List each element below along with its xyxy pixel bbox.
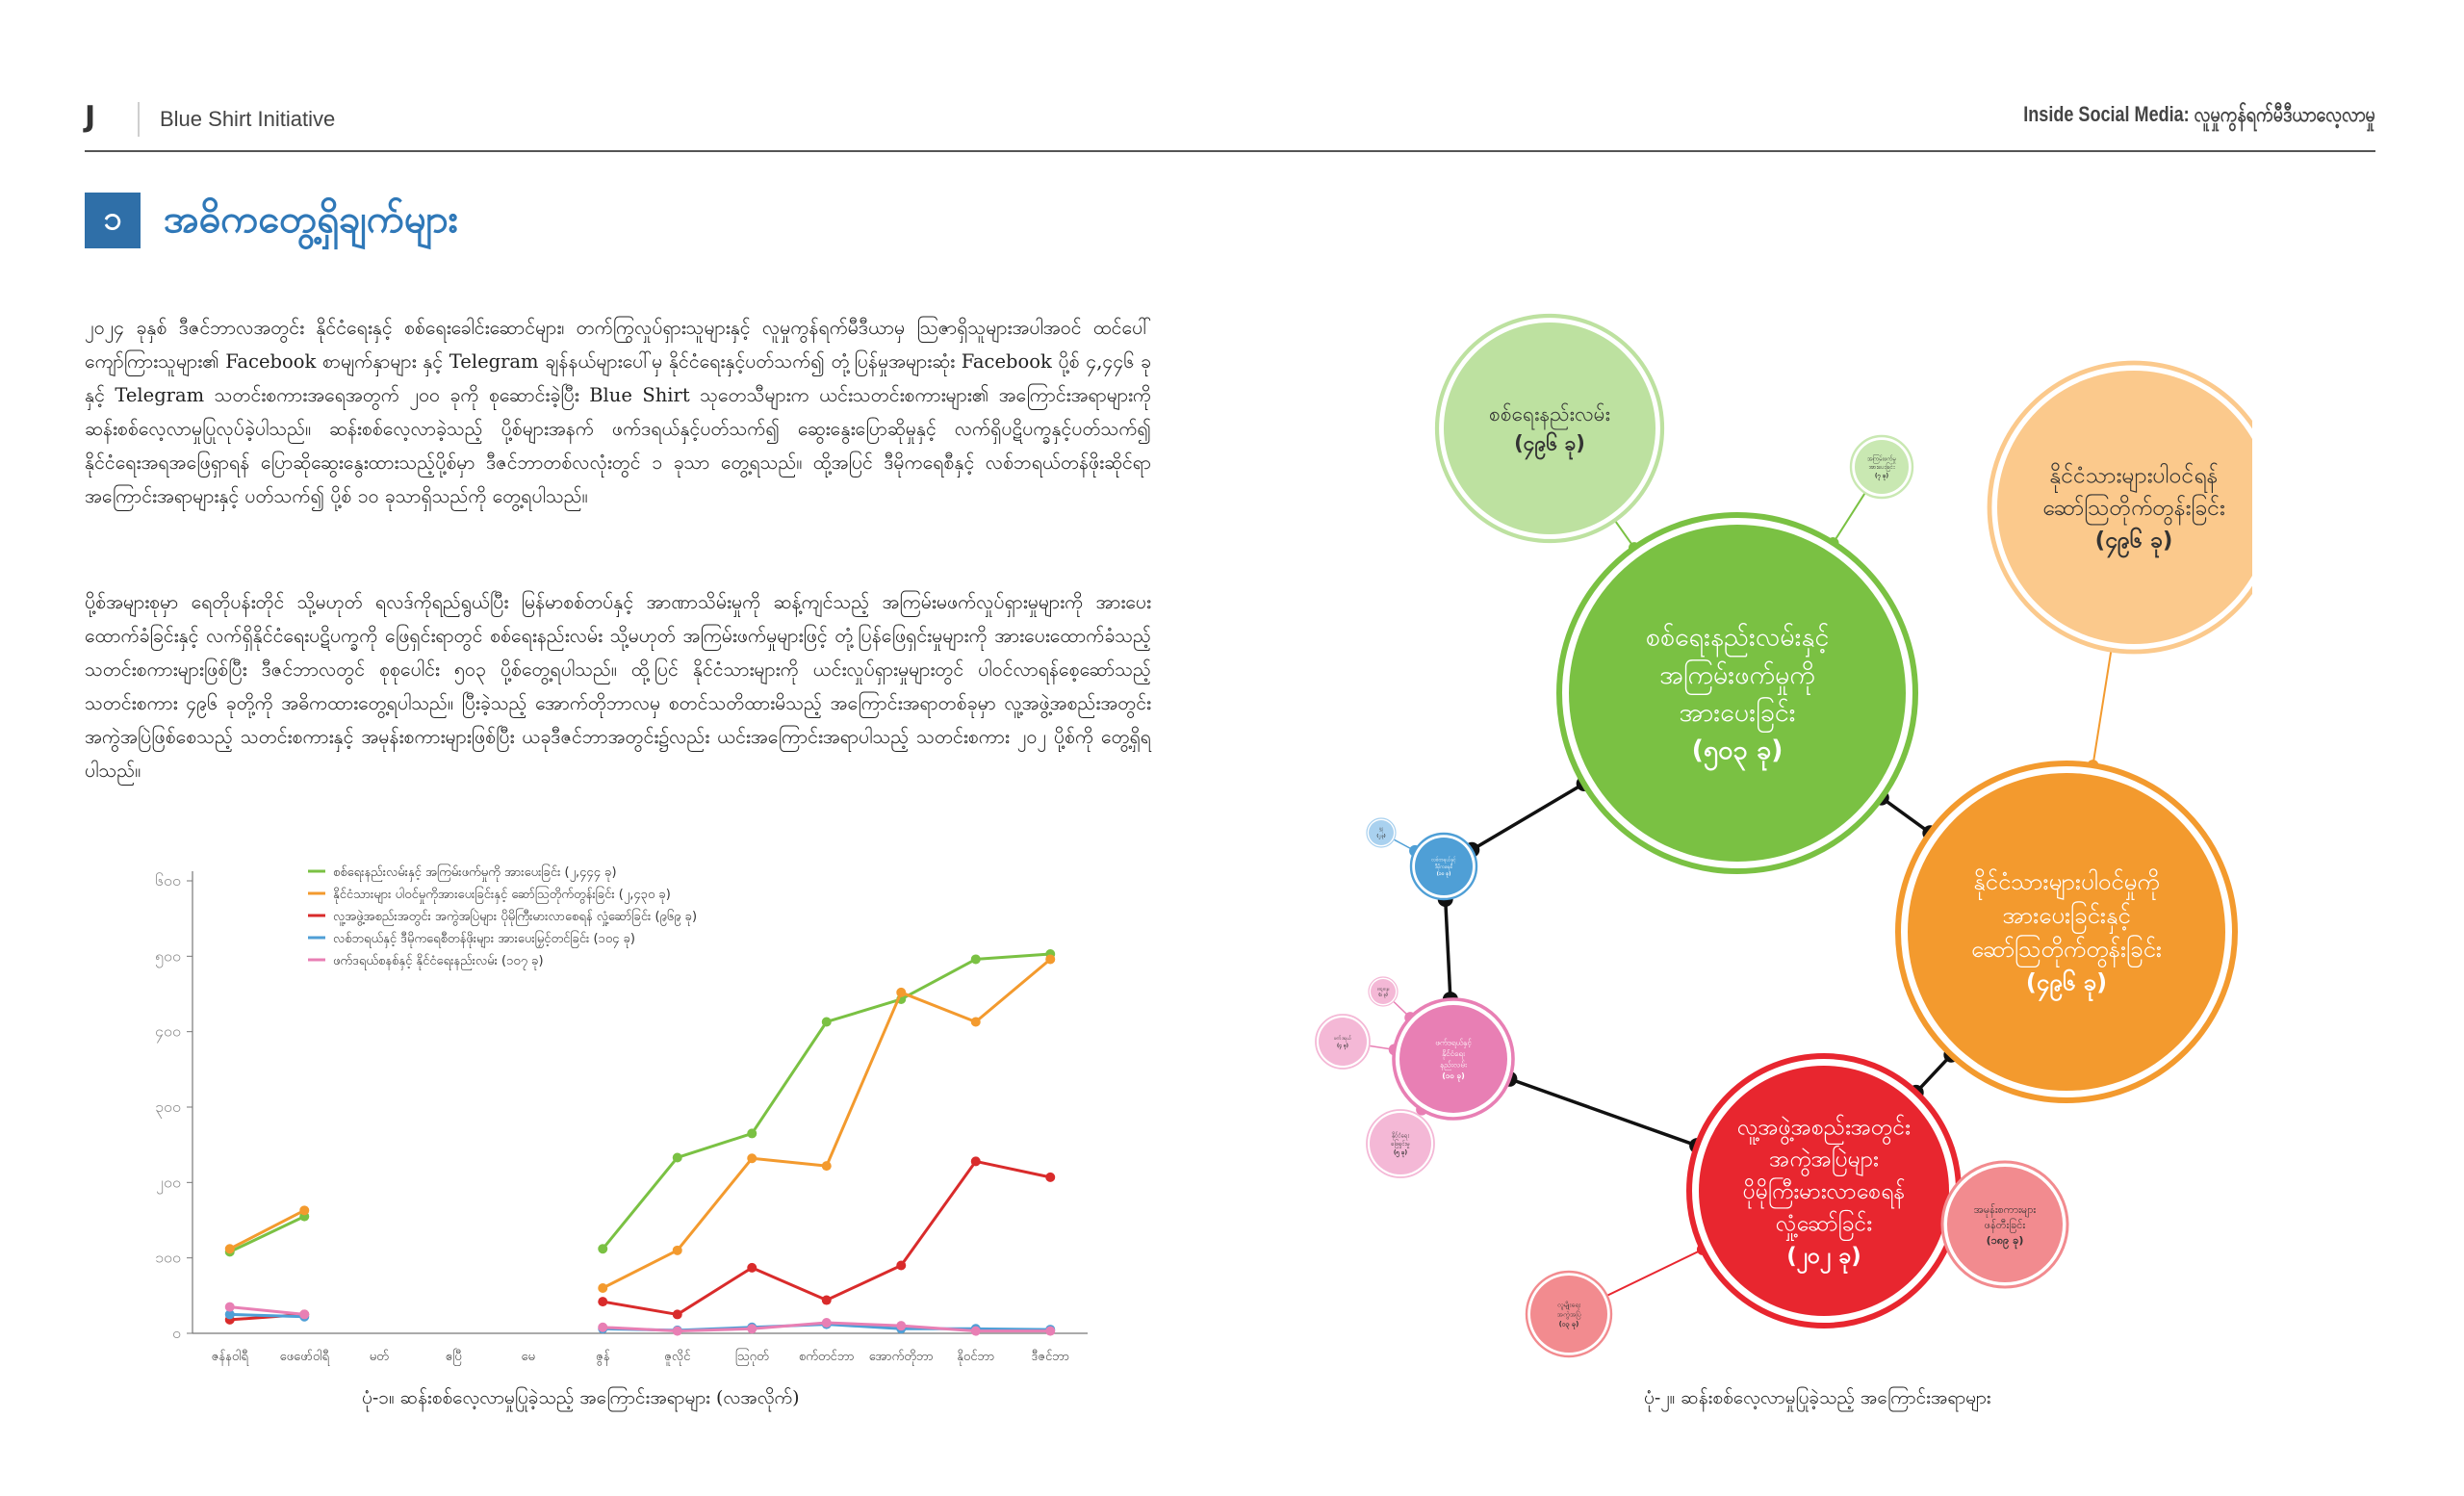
data-point <box>673 1152 682 1162</box>
data-point <box>971 954 981 964</box>
node-federal-a <box>1316 1015 1370 1069</box>
node-label: ဆွေးနွေး <box>1376 986 1390 992</box>
data-point <box>673 1246 682 1255</box>
x-tick-label: ဇန်နဝါရီ <box>211 1350 248 1364</box>
x-tick-label: ဧပြီ <box>445 1350 462 1364</box>
connector-line <box>1834 493 1865 543</box>
data-point <box>822 1318 832 1328</box>
node-circle <box>1908 773 2225 1091</box>
legend-label: လူ့အဖွဲ့အစည်းအတွင်း အကွဲအပြဲများ ပိုမိုကြီးမားလာစေရန် လှုံ့ဆော်ခြင်း (၉၆၉ ခု) <box>333 910 698 924</box>
node-label: ဒီမိုကရေစီ <box>1434 864 1453 870</box>
network-diagram <box>1290 289 2252 1377</box>
data-point <box>598 1297 607 1306</box>
data-point <box>971 1017 981 1026</box>
x-tick-label: ဇူလိုင် <box>664 1350 691 1364</box>
figure-2-caption: ပုံ-၂။ ဆန်းစစ်လေ့လာမှုပြုခဲ့သည့် အကြောင်းအရာများ <box>1644 1387 1991 1408</box>
node-label: အားပေးခြင်းနှင့် <box>2002 902 2131 929</box>
node-count: (၄ ခု) <box>1337 1043 1348 1049</box>
node-label: နိုင်ငံသားများပါဝင်မှုကို <box>1973 868 2160 896</box>
node-citizen-hub <box>1898 763 2235 1100</box>
y-tick-label: ၃၀၀ <box>155 1097 181 1116</box>
data-point <box>747 1153 757 1163</box>
node-label: အကွဲအပြဲများ <box>1769 1147 1879 1173</box>
data-point <box>896 1321 906 1330</box>
node-label: အကြမ်းဖက်မှုကို <box>1659 659 1815 690</box>
node-label: လှုံ့ဆော်ခြင်း <box>1775 1211 1873 1237</box>
connector-line <box>1446 899 1450 999</box>
header-mark: J <box>85 100 96 134</box>
data-point <box>971 1156 981 1166</box>
y-tick-label: ၁၀၀ <box>155 1248 181 1267</box>
node-division-small <box>1527 1272 1611 1356</box>
data-point <box>896 988 906 997</box>
x-tick-label: ဇွန် <box>596 1350 610 1364</box>
node-citizen-call <box>1989 363 2252 652</box>
series-line <box>603 959 1050 1288</box>
node-federal-c <box>1369 977 1398 1006</box>
node-label: နိုင်ငံသားများပါဝင်ရန် <box>2049 463 2219 489</box>
node-label: ပိုမိုကြီးမားလာစေရန် <box>1742 1179 1906 1205</box>
x-tick-label: ဖေဖော်ဝါရီ <box>279 1350 329 1364</box>
header-rule <box>85 150 2375 152</box>
node-circle <box>1569 525 1906 862</box>
paragraph-2: ပို့စ်အများစုမှာ ရေတိုပန်းတိုင် သို့မဟုတ် ရလဒ်ကိုရည်ရွယ်ပြီး မြန်မာစစ်တပ်နှင့် အာဏာသိမ်းမှုကို ဆန့်ကျင်သည့် အကြမ်းမဖက်လှုပ်ရှားမှုများကို အားပေးထောက်ခံခြင်းနှင့် လက်ရှိနိုင်ငံရေးပဋိပက္ခကို ဖြေရှင်းရာတွင် စစ်ရေးနည်းလမ်း သို့မဟုတ် အကြမ်းဖက်မှုများဖြင့် တုံ့ပြန်ဖြေရှင်းမှုများကို အားပေးထောက်ခံသည့် သတင်းစကားများဖြစ်ပြီး ဒီဇင်ဘာလတွင် စုစုပေါင်း ၅၀၃ ပို့စ်တွေ့ရပါသည်။ ထို့ပြင် နိုင်ငံသားများကို ယင်းလှုပ်ရှားမှုများတွင် ပါဝင်လာရန်စေ့ဆော်သည့် သတင်းစကား ၄၉၆ ခုတို့ကို အဓိကထားတွေ့ရပါသည်။ ပြီးခဲ့သည့် အောက်တိုဘာလမှ စတင်သတိထားမိသည့် အကြောင်းအရာတစ်ခုမှာ လူ့အဖွဲ့အစည်းအတွင်း အကွဲအပြဲဖြစ်စေသည့် သတင်းစကားနှင့် အမုန်းစကားများဖြစ်ပြီး ယခုဒီဇင်ဘာအတွင်း၌လည်း ယင်းအကြောင်းအရာပါသည့် သတင်းစကား ၂၀၂ ပို့စ်ကို တွေ့ရှိရပါသည်။ <box>85 591 1151 782</box>
x-tick-label: အောက်တိုဘာ <box>868 1350 934 1364</box>
series-line <box>230 1217 305 1252</box>
report-title: Inside Social Media: လူမှုကွန်ရက်မီဒီယာလေ့လာမှု <box>2023 102 2375 126</box>
connector-line <box>1882 798 1931 834</box>
section-number: ၁ <box>85 193 141 248</box>
node-label: နည်းလမ်း <box>1439 1060 1468 1070</box>
legend-label: စစ်ရေးနည်းလမ်းနှင့် အကြမ်းဖက်မှုကို အားပေးခြင်း (၂,၄၄၄ ခု) <box>333 865 617 880</box>
node-label: ဖြေရှင်းမှု <box>1391 1141 1410 1148</box>
node-count: (၁ ခု) <box>1378 992 1388 997</box>
node-count: (၂၀၂ ခု) <box>1786 1243 1861 1269</box>
node-circle <box>1399 1005 1507 1113</box>
node-label: လစ်ဘရယ်နှင့် <box>1431 857 1456 864</box>
node-military-small <box>1851 436 1912 498</box>
data-point <box>747 1324 757 1333</box>
data-point <box>598 1244 607 1253</box>
node-count: (၁၃ ခု) <box>1558 1320 1579 1328</box>
data-point <box>598 1283 607 1293</box>
node-count: (၅ ခု) <box>1393 1148 1408 1156</box>
x-tick-label: မတ် <box>369 1350 389 1364</box>
node-liberal-small <box>1367 818 1396 847</box>
node-circle <box>1444 322 1656 534</box>
node-federal-hub <box>1394 999 1513 1119</box>
node-label: နိုင်ငံရေး <box>1392 1132 1409 1140</box>
connector-line <box>1509 1079 1697 1146</box>
node-count: (၄၉၆ ခု) <box>1514 431 1585 455</box>
data-point <box>673 1327 682 1336</box>
y-tick-label: ၅၀၀ <box>155 946 181 966</box>
y-tick-label: ၆၀၀ <box>155 871 181 890</box>
node-count: (၄၉၆ ခု) <box>2025 968 2108 996</box>
node-label: အကွဲအပြဲ <box>1556 1310 1581 1319</box>
node-hate-speech <box>1942 1162 2067 1287</box>
data-point <box>225 1244 235 1253</box>
data-point <box>598 1323 607 1332</box>
connector-line <box>1472 784 1583 850</box>
node-label: ဖက်ဒရယ်နှင့် <box>1435 1038 1472 1047</box>
data-point <box>822 1017 832 1026</box>
y-tick-label: ၀ <box>172 1324 181 1342</box>
data-point <box>896 1261 906 1271</box>
legend-label: ဖက်ဒရယ်စနစ်နှင့် နိုင်ငံရေးနည်းလမ်း (၁၀၇ ခု) <box>333 954 544 968</box>
legend-label: လစ်ဘရယ်နှင့် ဒီမိုကရေစီတန်ဖိုးများ အားပေးမြှင့်တင်ခြင်း (၁၀၄ ခု) <box>333 932 636 946</box>
node-count: (၄၉၆ ခု) <box>2094 528 2173 554</box>
x-tick-label: မေ <box>521 1350 535 1364</box>
data-point <box>299 1205 309 1215</box>
node-count: (၂ ခု) <box>1376 833 1386 838</box>
node-military-method <box>1437 316 1662 541</box>
node-label: အားပေးခြင်း <box>1868 464 1895 472</box>
y-tick-label: ၄၀၀ <box>155 1021 181 1041</box>
x-tick-label: ဒီဇင်ဘာ <box>1031 1350 1070 1364</box>
node-label: ဆော်ဩတိုက်တွန်းခြင်း <box>2042 496 2225 522</box>
data-point <box>673 1309 682 1319</box>
node-count: (၁၀ ခု) <box>1436 871 1451 877</box>
line-chart <box>116 857 1107 1377</box>
node-label: အားပေးခြင်း <box>1679 698 1796 729</box>
node-label: စစ်ရေးနည်းလမ်းနှင့် <box>1645 622 1830 653</box>
data-point <box>822 1161 832 1171</box>
header-organization: Blue Shirt Initiative <box>160 107 336 131</box>
data-point <box>1045 1327 1055 1336</box>
data-point <box>822 1296 832 1305</box>
figure-1-caption: ပုံ-၁။ ဆန်းစစ်လေ့လာမှုပြုခဲ့သည့် အကြောင်းအရာများ (လအလိုက်) <box>362 1387 800 1408</box>
data-point <box>1045 1173 1055 1182</box>
node-label: နိုင်ငံရေး <box>1442 1049 1465 1058</box>
data-point <box>971 1327 981 1336</box>
node-label: အမုန်းစကားများ <box>1973 1202 2037 1216</box>
node-label: ဖန်တီးခြင်း <box>1984 1218 2026 1231</box>
connector-line <box>2092 650 2111 765</box>
node-count: (၁၈၉ ခု) <box>1986 1233 2024 1247</box>
connector-line <box>1916 1055 1952 1093</box>
node-count: (၇ ခု) <box>1874 472 1889 479</box>
node-label: လူ့အဖွဲ့အစည်းအတွင်း <box>1736 1115 1912 1141</box>
node-military-hub <box>1559 515 1915 871</box>
node-label: ဒီမို <box>1378 827 1384 833</box>
node-label: စစ်ရေးနည်းလမ်း <box>1489 402 1610 426</box>
data-point <box>299 1309 309 1319</box>
node-federal-b <box>1367 1110 1434 1177</box>
x-tick-label: စက်တင်ဘာ <box>798 1350 855 1364</box>
node-count: (၁၀ ခု) <box>1442 1071 1465 1081</box>
y-tick-label: ၂၀၀ <box>156 1173 181 1192</box>
series-line <box>230 1307 305 1315</box>
node-label: လူမျိုးရေး <box>1556 1301 1581 1309</box>
paragraph-1: ၂၀၂၄ ခုနှစ် ဒီဇင်ဘာလအတွင်း နိုင်ငံရေးနှင့် စစ်ရေးခေါင်းဆောင်များ၊ တက်ကြွလှုပ်ရှားသူများနှင့် လူမှုကွန်ရက်မီဒီယာမှ သြဇာရှိသူများအပါအဝင် ထင်ပေါ်ကျော်ကြားသူများ၏ Facebook စာမျက်နှာများ နှင့် Telegram ချန်နယ်များပေါ်မှ နိုင်ငံရေးနှင့်ပတ်သက်၍ တုံ့ပြန်မှုအများဆုံး Facebook ပို့စ် ၄,၄၄၆ ခုနှင့် Telegram သတင်းစကားအရေအတွက် ၂၀၀ ခုကို စုဆောင်းခဲ့ပြီး Blue Shirt သုတေသီများက ယင်းသတင်းစကားများ၏ အကြောင်းအရာများကို ဆန်းစစ်လေ့လာမှုပြုလုပ်ခဲ့ပါသည်။ ဆန်းစစ်လေ့လာခဲ့သည့် ပို့စ်များအနက် ဖက်ဒရယ်နှင့်ပတ်သက်၍ ဆွေးနွေးပြောဆိုမှုနှင့် လက်ရှိပဋိပက္ခနှင့်ပတ်သက်၍ နိုင်ငံရေးအရအဖြေရှာရန် ပြောဆိုဆွေးနွေးထားသည့်ပို့စ်မှာ ဒီဇင်ဘာတစ်လလုံးတွင် ၁ ခုသာ တွေ့ရသည်။ ထို့အပြင် ဒီမိုကရေစီနှင့် လစ်ဘရယ်တန်ဖိုးဆိုင်ရာအကြောင်းအရာများနှင့် ပတ်သက်၍ ပို့စ် ၁၀ ခုသာရှိသည်ကို တွေ့ရပါသည်။ <box>85 317 1151 507</box>
series-line <box>603 954 1050 1249</box>
node-division-hub <box>1689 1056 1959 1326</box>
header-separator <box>138 102 140 137</box>
data-point <box>225 1303 235 1312</box>
node-label: ဖက်ဒရယ် <box>1333 1036 1352 1043</box>
legend-label: နိုင်ငံသားများ ပါဝင်မှုကိုအားပေးခြင်းနှင့် ဆော်ဩတိုက်တွန်းခြင်း (၂,၄၃၀ ခု) <box>333 888 671 902</box>
x-tick-label: ဩဂုတ် <box>734 1350 769 1364</box>
series-line <box>603 1161 1050 1314</box>
series-line <box>230 1210 305 1249</box>
node-count: (၅၀၃ ခု) <box>1691 735 1784 766</box>
node-label: အကြမ်းဖက်မှု <box>1866 455 1897 463</box>
connector-line <box>1607 1250 1703 1296</box>
section-title: အဓိကတွေ့ရှိချက်များ <box>164 197 458 242</box>
data-point <box>747 1128 757 1138</box>
data-point <box>747 1263 757 1273</box>
node-label: ဆော်ဩတိုက်တွန်းခြင်း <box>1970 935 2163 963</box>
data-point <box>1045 954 1055 964</box>
x-tick-label: နိုဝင်ဘာ <box>957 1350 995 1364</box>
node-liberal-hub <box>1411 834 1476 899</box>
